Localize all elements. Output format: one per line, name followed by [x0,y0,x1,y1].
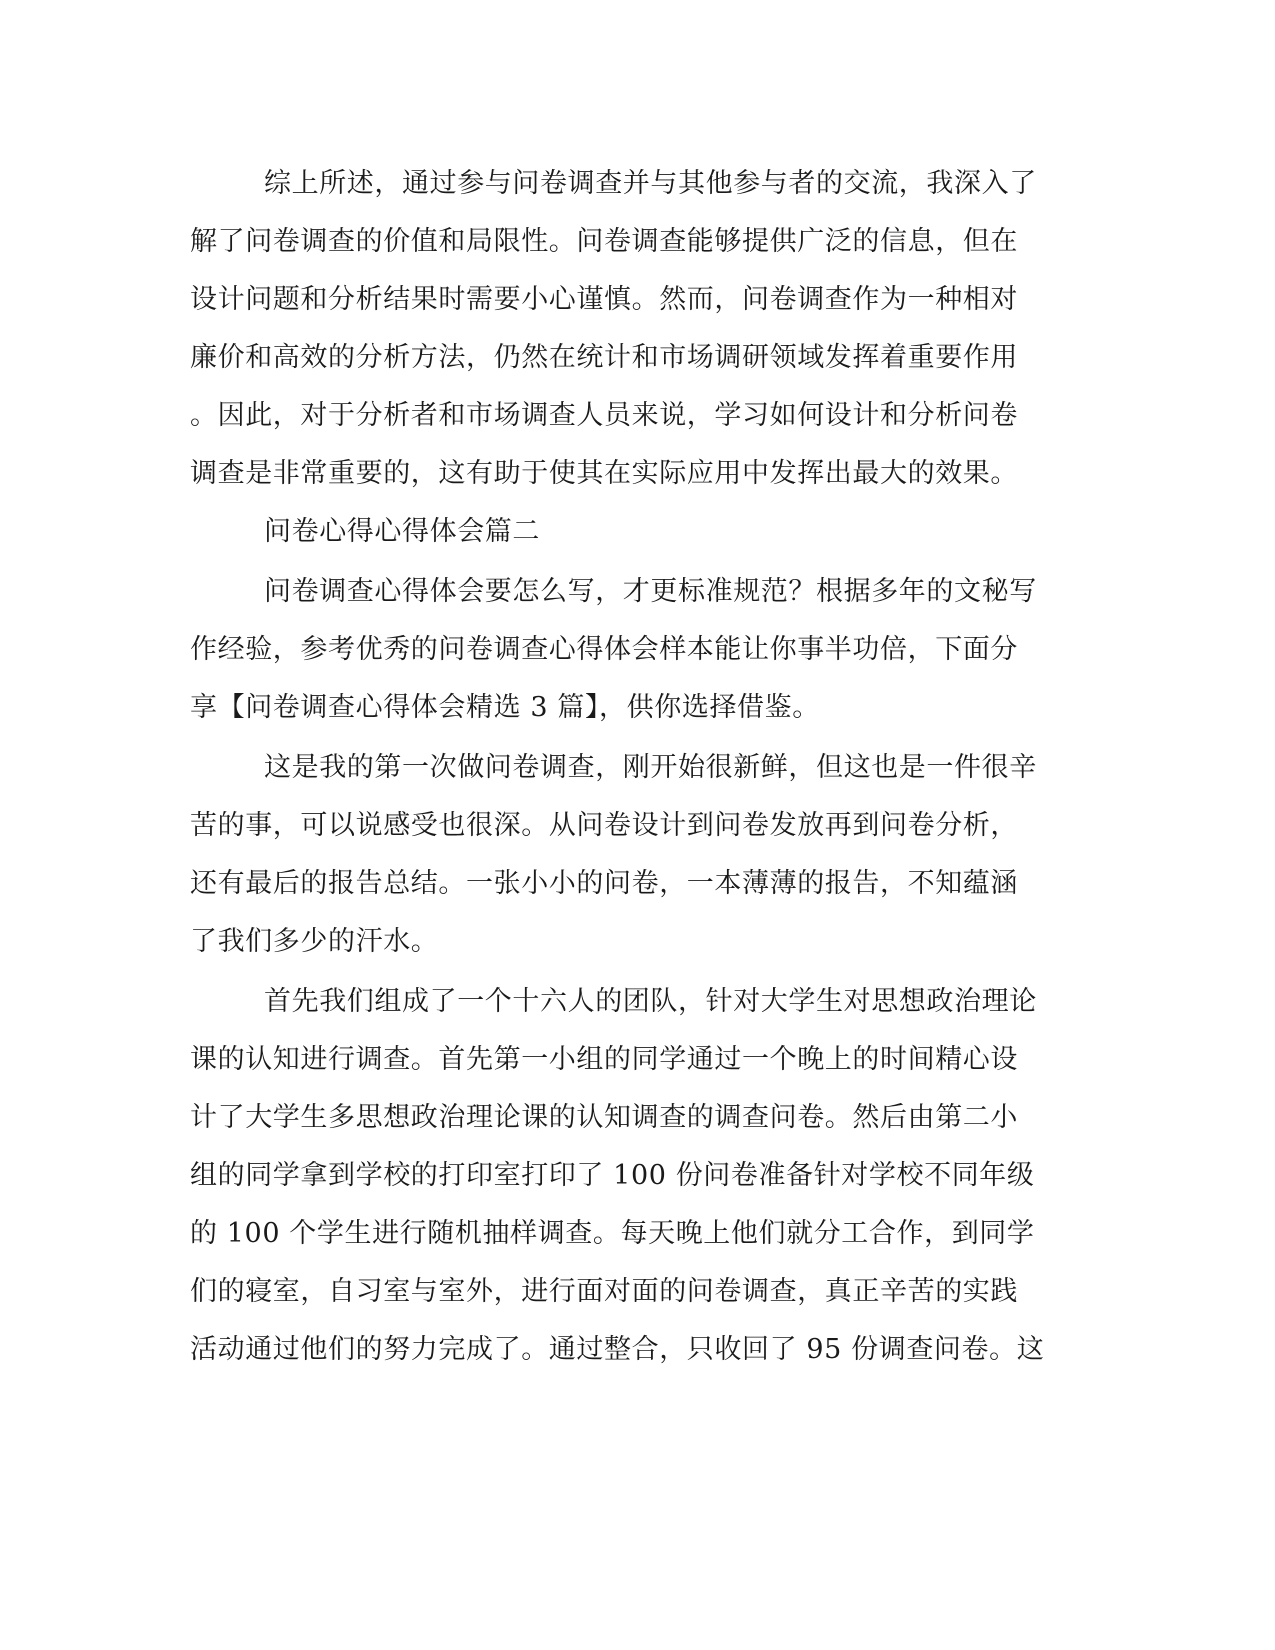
paragraph-4-line-6: 们的寝室，自习室与室外，进行面对面的问卷调查，真正辛苦的实践 [190,1276,1018,1307]
paragraph-1-line-1: 综上所述，通过参与问卷调查并与其他参与者的交流，我深入了 [264,168,1037,199]
paragraph-2-line-3: 享【问卷调查心得体会精选 3 篇】，供你选择借鉴。 [190,692,820,723]
paragraph-1-line-3: 设计问题和分析结果时需要小心谨慎。然而，问卷调查作为一种相对 [190,284,1018,315]
paragraph-4-line-5: 的 100 个学生进行随机抽样调查。每天晚上他们就分工合作，到同学 [190,1218,1035,1249]
paragraph-1-line-6: 调查是非常重要的，这有助于使其在实际应用中发挥出最大的效果。 [190,458,1018,489]
paragraph-1-line-4: 廉价和高效的分析方法，仍然在统计和市场调研领域发挥着重要作用 [190,342,1018,373]
paragraph-2-line-2: 作经验，参考优秀的问卷调查心得体会样本能让你事半功倍，下面分 [190,634,1018,665]
paragraph-4-line-4: 组的同学拿到学校的打印室打印了 100 份问卷准备针对学校不同年级 [190,1160,1035,1191]
paragraph-3-line-3: 还有最后的报告总结。一张小小的问卷，一本薄薄的报告，不知蕴涵 [190,868,1018,899]
section-heading: 问卷心得心得体会篇二 [264,516,540,547]
paragraph-4-line-7: 活动通过他们的努力完成了。通过整合，只收回了 95 份调查问卷。这 [190,1334,1045,1365]
paragraph-4-line-1: 首先我们组成了一个十六人的团队，针对大学生对思想政治理论 [264,986,1037,1017]
paragraph-4-line-3: 计了大学生多思想政治理论课的认知调查的调查问卷。然后由第二小 [190,1102,1018,1133]
paragraph-3-line-2: 苦的事，可以说感受也很深。从问卷设计到问卷发放再到问卷分析， [190,810,1018,841]
paragraph-2-line-1: 问卷调查心得体会要怎么写，才更标准规范？根据多年的文秘写 [264,576,1037,607]
paragraph-4-line-2: 课的认知进行调查。首先第一小组的同学通过一个晚上的时间精心设 [190,1044,1018,1075]
paragraph-3-line-4: 了我们多少的汗水。 [190,926,439,957]
paragraph-3-line-1: 这是我的第一次做问卷调查，刚开始很新鲜，但这也是一件很辛 [264,752,1037,783]
paragraph-1-line-2: 解了问卷调查的价值和局限性。问卷调查能够提供广泛的信息，但在 [190,226,1018,257]
paragraph-1-line-5: 。因此，对于分析者和市场调查人员来说，学习如何设计和分析问卷 [190,400,1018,431]
